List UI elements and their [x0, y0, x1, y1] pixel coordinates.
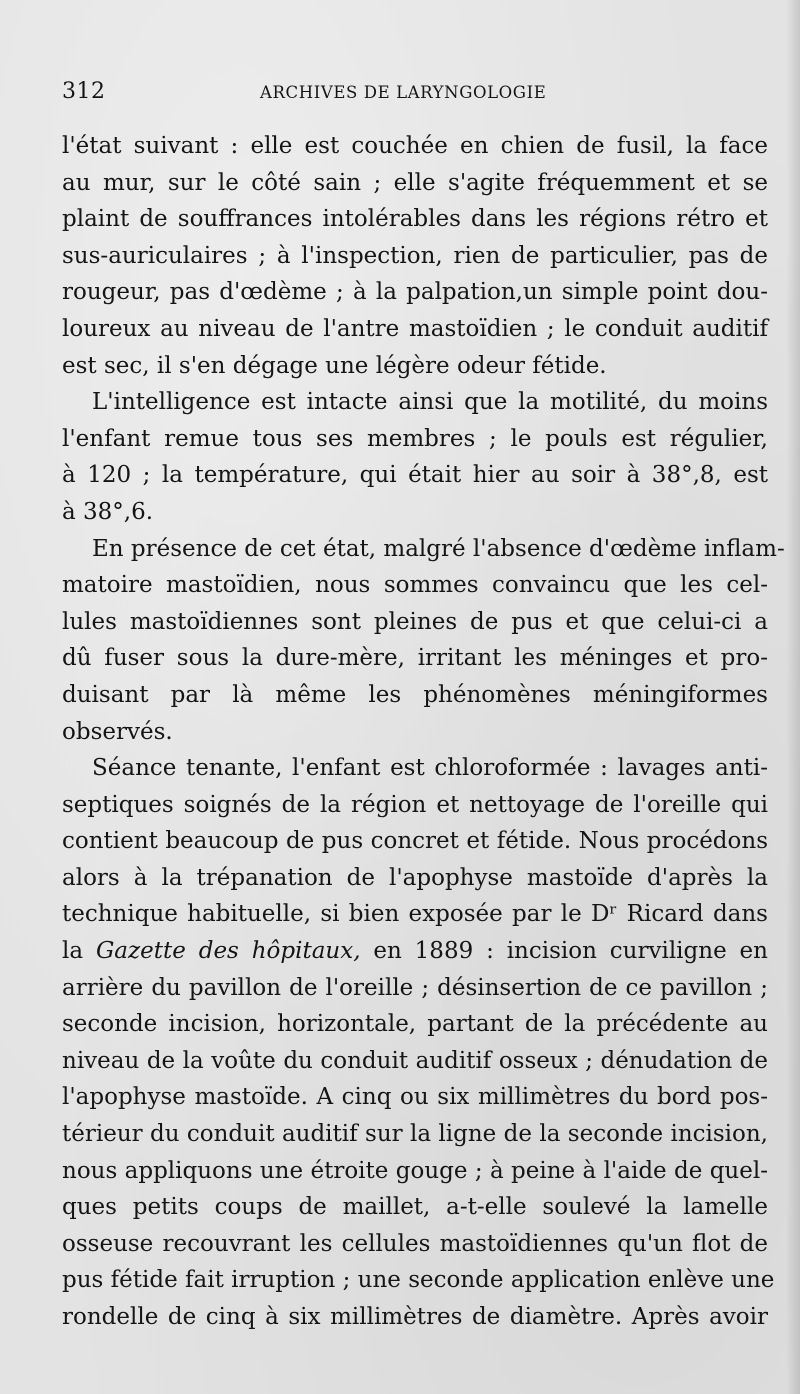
text-line: l'enfant remue tous ses membres ; le pouls est régulier, — [62, 425, 768, 452]
text-line: contient beaucoup de pus concret et fétide. Nous procédons — [62, 828, 768, 855]
text-line: niveau de la voûte du conduit auditif osseux ; dénudation de — [62, 1047, 768, 1074]
text-line: loureux au niveau de l'antre mastoïdien ; le conduit auditif — [62, 315, 768, 342]
text-line: alors à la trépanation de l'apophyse mastoïde d'après la — [62, 864, 768, 891]
text-segment: en 1889 : incision curviligne en — [360, 938, 768, 965]
text-line: nous appliquons une étroite gouge ; à peine à l'aide de quel- — [62, 1157, 768, 1184]
text-line — [62, 933, 768, 970]
text-line: duisant par là même les phénomènes méningiformes — [62, 681, 768, 708]
text-line: arrière du pavillon de l'oreille ; désinsertion de ce pavillon ; — [62, 974, 768, 1001]
page-edge-shadow — [786, 0, 800, 1394]
text-line: observés. — [62, 718, 173, 745]
text-line: seconde incision, horizontale, partant de la précédente au — [62, 1011, 768, 1038]
text-line: septiques soignés de la région et nettoyage de l'oreille qui — [62, 791, 768, 818]
text-line: sus-auriculaires ; à l'inspection, rien de particulier, pas de — [62, 242, 768, 269]
text-line: rondelle de cinq à six millimètres de diamètre. Après avoir — [62, 1304, 768, 1330]
text-line: au mur, sur le côté sain ; elle s'agite fréquemment et se — [62, 169, 768, 196]
text-line: l'état suivant : elle est couchée en chien de fusil, la face — [62, 133, 768, 159]
body-text — [62, 128, 785, 1336]
text-line: est sec, il s'en dégage une légère odeur fétide. — [62, 352, 607, 379]
text-line: térieur du conduit auditif sur la ligne de la seconde incision, — [62, 1121, 768, 1148]
journal-title-italic: Gazette des hôpitaux, — [95, 938, 361, 965]
text-line: L'intelligence est intacte ainsi que la motilité, du moins — [92, 389, 768, 416]
text-line: l'apophyse mastoïde. A cinq ou six millimètres du bord pos- — [62, 1084, 768, 1111]
text-line: plaint de souffrances intolérables dans les régions rétro et — [62, 206, 768, 233]
text-line: lules mastoïdiennes sont pleines de pus et que celui-ci a — [62, 608, 768, 635]
text-line: dû fuser sous la dure-mère, irritant les méninges et pro- — [62, 645, 768, 672]
text-line: à 120 ; la température, qui était hier au soir à 38°,8, est — [62, 462, 768, 489]
text-line: pus fétide fait irruption ; une seconde application enlève une — [62, 1267, 775, 1294]
running-title: ARCHIVES DE LARYNGOLOGIE — [260, 83, 547, 102]
text-line: ques petits coups de maillet, a-t-elle soulevé la lamelle — [62, 1194, 768, 1221]
text-line: osseuse recouvrant les cellules mastoïdiennes qu'un flot de — [62, 1230, 768, 1257]
text-line: Séance tenante, l'enfant est chloroformée : lavages anti- — [92, 755, 768, 782]
text-line: à 38°,6. — [62, 498, 154, 525]
running-header — [60, 78, 760, 106]
text-segment: la — [62, 938, 96, 965]
text-line: En présence de cet état, malgré l'absence d'œdème inflam- — [92, 535, 785, 562]
text-line: rougeur, pas d'œdème ; à la palpation,un simple point dou- — [62, 279, 768, 306]
text-line: technique habituelle, si bien exposée par le Dʳ Ricard dans — [62, 901, 768, 928]
page-number: 312 — [62, 79, 106, 104]
text-line: matoire mastoïdien, nous sommes convaincu que les cel- — [62, 572, 768, 599]
